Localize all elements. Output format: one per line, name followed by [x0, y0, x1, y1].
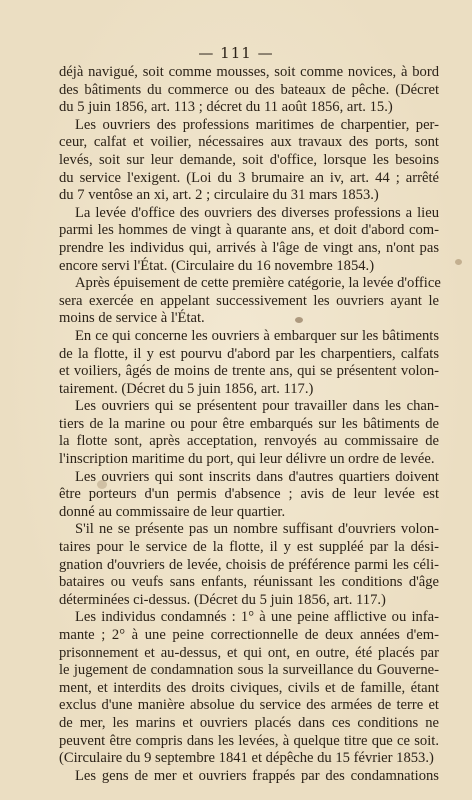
text-line: de mer, les marins et ouvriers placés dans ces conditions ne: [59, 714, 439, 731]
text-line: prendre les individus qui, arrivés à l'âge de vingt ans, n'ont pas: [59, 239, 439, 256]
text-line: S'il ne se présente pas un nombre suffisant d'ouvriers volon-: [75, 521, 439, 538]
text-line: être porteurs d'un permis d'absence ; avis de leur levée est: [59, 486, 439, 503]
ink-spot: [295, 317, 303, 323]
text-line: exclus d'une manière absolue du service des armées de terre et: [59, 697, 439, 714]
text-line: prisonnement et au-dessus, et qui ont, en outre, été placés par: [59, 644, 439, 661]
ink-spot: [97, 480, 107, 489]
text-line: Après épuisement de cette première catégorie, la levée d'office: [75, 275, 441, 292]
text-line: le jugement de condamnation sous la surveillance du Gouverne-: [59, 662, 439, 679]
text-line: En ce qui concerne les ouvriers à embarquer sur les bâtiments: [75, 327, 439, 344]
text-line: sera exercée en appelant successivement les ouvriers ayant le: [59, 292, 439, 309]
text-line: peuvent être compris dans les levées, à quelque titre que ce soit.: [59, 732, 439, 749]
text-line: du 5 juin 1856, art. 113 ; décret du 11 août 1856, art. 15.): [59, 99, 393, 116]
text-line: ceur, calfat et voilier, nécessaires aux travaux des ports, sont: [59, 134, 439, 151]
text-line: déjà navigué, soit comme mousses, soit comme novices, à bord: [59, 64, 439, 80]
text-line: l'inscription maritime du port, qui leur délivre un ordre de levée.: [59, 451, 435, 468]
text-line: Les ouvriers qui sont inscrits dans d'autres quartiers doivent: [75, 468, 439, 485]
text-line: la flotte sont, après acceptation, renvoyés au commissaire de: [59, 433, 439, 450]
text-line: du service l'exigent. (Loi du 3 brumaire an iv, art. 44 ; arrêté: [59, 169, 439, 186]
text-line: parmi les hommes de vingt à quarante ans, et doit d'abord com-: [59, 222, 439, 239]
text-line: moins de service à l'État.: [59, 310, 205, 327]
text-line: donné au commissaire de leur quartier.: [59, 503, 286, 520]
text-line: mante ; 2° à une peine correctionnelle de deux années d'em-: [59, 627, 439, 643]
body-text: [59, 64, 439, 785]
text-line: bataires ou veufs sans enfants, réunissant les conditions d'âge: [59, 574, 439, 591]
text-line: Les ouvriers des professions maritimes de charpentier, per-: [75, 116, 439, 133]
text-line: taires pour le service de la flotte, il y est suppléé par la dési-: [59, 539, 439, 556]
page-number: — 111 —: [198, 44, 274, 62]
text-line: encore servi l'État. (Circulaire du 16 novembre 1854.): [59, 257, 375, 274]
text-line: des bâtiments du commerce ou des bateaux de pêche. (Décret: [59, 81, 439, 98]
text-line: tairement. (Décret du 5 juin 1856, art. 117.): [59, 380, 314, 397]
text-line: et voiliers, âgés de moins de trente ans, qui se présentent volon-: [59, 363, 439, 380]
text-line: levés, soit sur leur demande, soit d'office, lorsque les besoins: [59, 151, 439, 168]
ink-spot: [455, 259, 462, 265]
text-line: tiers de la marine ou pour être embarqués sur les bâtiments de: [59, 415, 439, 432]
text-line: Les individus condamnés : 1° à une peine afflictive ou infa-: [75, 609, 439, 626]
text-line: déterminées ci-dessus. (Décret du 5 juin 1856, art. 117.): [59, 591, 386, 608]
text-line: de la flotte, il y est pourvu d'abord par les charpentiers, calfats: [59, 345, 439, 362]
text-line: ment, et interdits des droits civiques, civils et de famille, étant: [59, 679, 439, 696]
text-line: du 7 ventôse an xi, art. 2 ; circulaire du 31 mars 1853.): [59, 187, 379, 204]
text-line: La levée d'office des ouvriers des diverses professions a lieu: [75, 204, 439, 221]
text-line: Les gens de mer et ouvriers frappés par des condamnations: [75, 767, 439, 784]
text-line: gnation d'ouvriers de levée, choisis de préférence parmi les céli-: [59, 556, 439, 573]
text-line: Les ouvriers qui se présentent pour travailler dans les chan-: [75, 398, 439, 415]
text-line: (Circulaire du 9 septembre 1841 et dépêche du 15 février 1853.): [59, 750, 434, 767]
